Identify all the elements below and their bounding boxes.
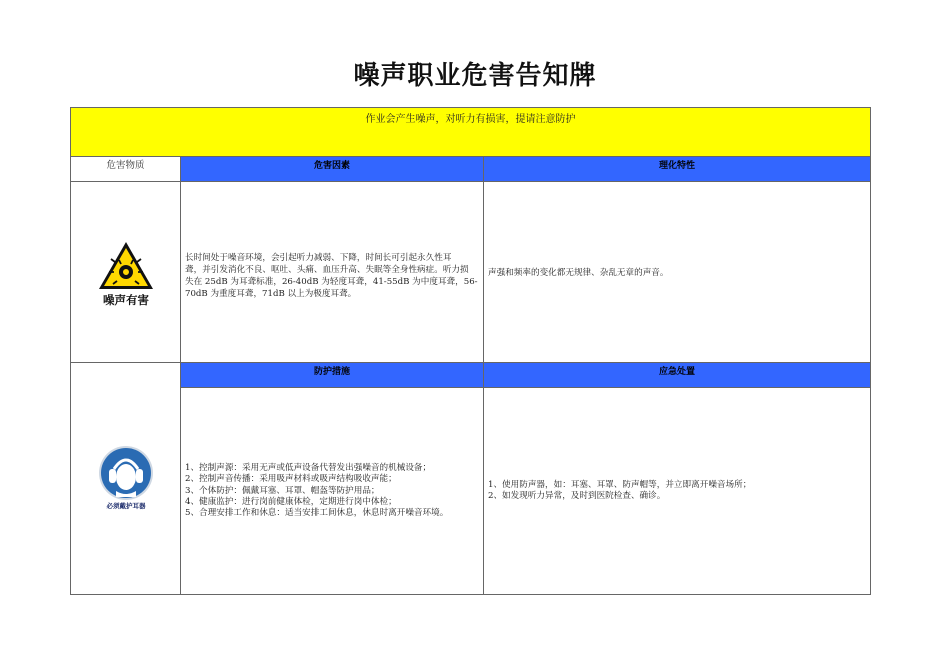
protective-item: 1、控制声源：采用无声或低声设备代替发出强噪音的机械设备； <box>185 463 432 473</box>
hazard-sign-cell <box>71 182 181 363</box>
page-title: 噪声职业危害告知牌 <box>353 61 597 91</box>
emergency-text <box>484 388 870 594</box>
protect-sign-cell <box>71 363 181 594</box>
protective-item: 4、健康监护：进行岗前健康体检，定期进行岗中体检； <box>185 496 397 507</box>
hazard-factor-line: 长时间处于噪音环境，会引起听力减弱、下降，时间长可引起永久性耳 <box>185 253 452 263</box>
protective-item: 5、合理安排工作和休息：适当安排工间休息，休息时离开噪音环境。 <box>185 508 449 519</box>
hazard-sign-caption: 噪声有害 <box>103 293 149 307</box>
emergency-item: 2、如发现听力异常，及时到医院检查、确诊。 <box>488 491 666 502</box>
hazard-substance-label: 危害物质 <box>71 157 181 182</box>
protective-measures-text <box>181 388 484 594</box>
hazard-factor-line: 聋，并引发消化不良、呕吐、头痛、血压升高、失眠等全身性病症。听力损 <box>185 265 469 275</box>
protective-measures-header: 防护措施 <box>181 363 484 388</box>
ear-protector-icon <box>98 445 154 501</box>
physical-property-text: 声强和频率的变化都无规律、杂乱无章的声音。 <box>484 182 870 363</box>
hazard-factor-header: 危害因素 <box>181 157 484 182</box>
protect-sign-caption: 必须戴护耳器 <box>106 502 146 510</box>
emergency-item: 1、使用防声器，如：耳塞、耳罩、防声帽等，并立即离开噪音场所； <box>488 480 752 490</box>
noise-warning-icon <box>97 240 155 292</box>
notice-board-table <box>70 107 871 595</box>
emergency-header: 应急处置 <box>484 363 870 388</box>
physical-property-header: 理化特性 <box>484 157 870 182</box>
warning-notice: 作业会产生噪声，对听力有损害，提请注意防护 <box>71 108 870 157</box>
hazard-factor-line: 70dB 为重度耳聋，71dB 以上为极度耳聋。 <box>185 289 357 299</box>
hazard-factor-line: 失在 25dB 为耳聋标准，26-40dB 为轻度耳聋，41-55dB 为中度耳聋，56- <box>185 277 478 287</box>
protective-item: 3、个体防护：佩戴耳塞、耳罩、帽盔等防护用品； <box>185 485 380 496</box>
protective-item: 2、控制声音传播：采用吸声材料或吸声结构吸收声能； <box>185 474 397 485</box>
hazard-factor-text <box>181 182 484 363</box>
